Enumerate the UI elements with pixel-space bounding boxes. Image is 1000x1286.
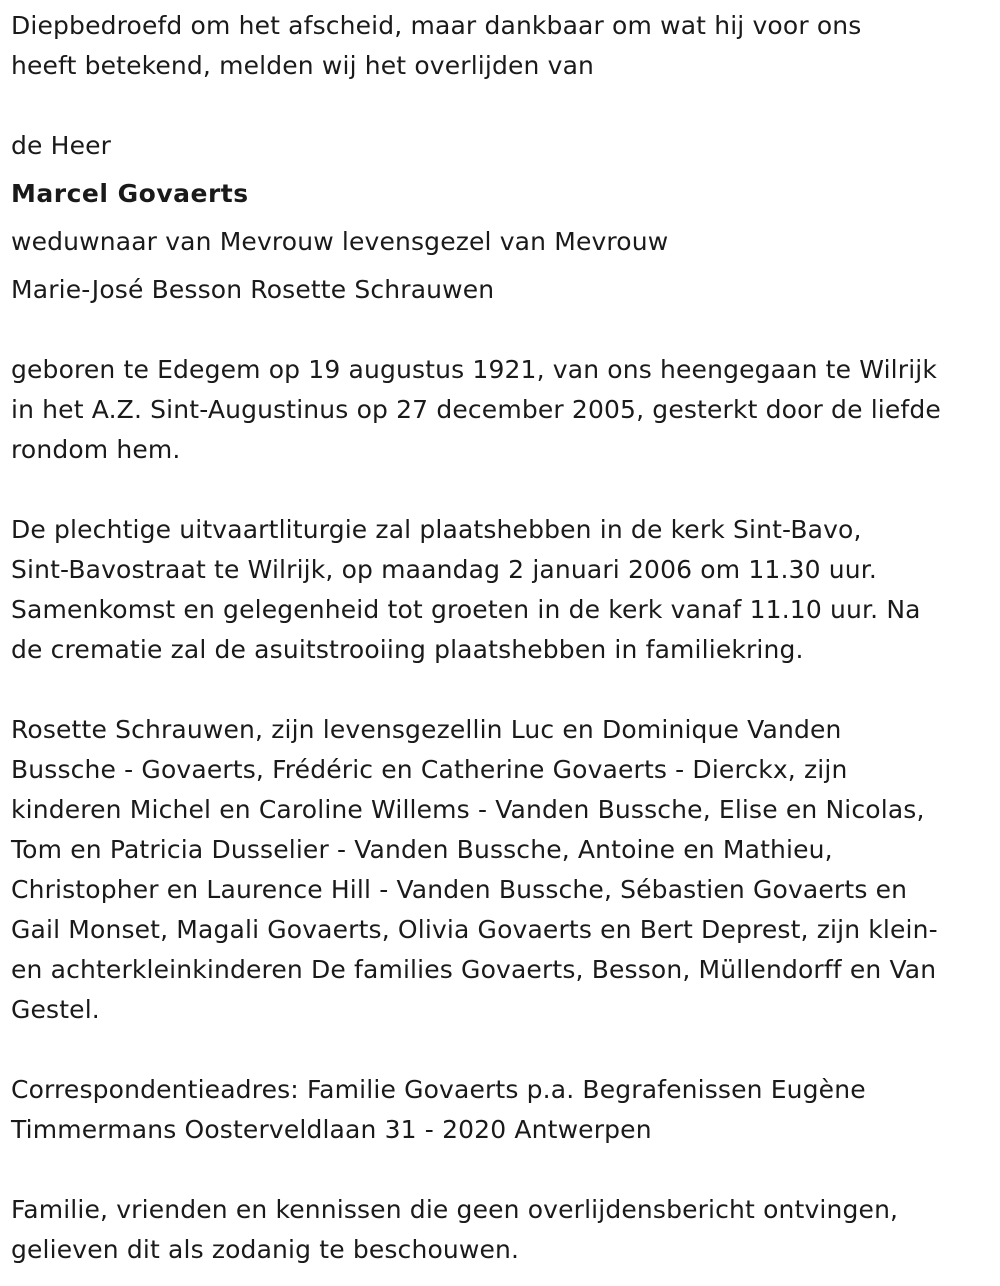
birth-line: rondom hem.	[11, 435, 181, 464]
relation-line	[11, 270, 991, 310]
family-line: Christopher en Laurence Hill - Vanden Bussche, Sébastien Govaerts en	[11, 875, 908, 904]
correspondence-line: Timmermans Oosterveldlaan 31 - 2020 Antwerpen	[11, 1115, 652, 1144]
family-line: Tom en Patricia Dusselier - Vanden Bussche, Antoine en Mathieu,	[11, 835, 833, 864]
relation-names: Marie-José Besson Rosette Schrauwen	[11, 275, 495, 304]
deceased-name-line	[11, 174, 991, 214]
family-line: Bussche - Govaerts, Frédéric en Catherine Govaerts - Dierckx, zijn	[11, 755, 848, 784]
relation-line	[11, 222, 991, 262]
title-line	[11, 126, 991, 166]
intro-line: heeft betekend, melden wij het overlijden van	[11, 51, 595, 80]
correspondence-line: Correspondentieadres: Familie Govaerts p.a. Begrafenissen Eugène	[11, 1075, 866, 1104]
honorific: de Heer	[11, 131, 112, 160]
closing-line: gelieven dit als zodanig te beschouwen.	[11, 1235, 520, 1264]
family-paragraph	[11, 710, 991, 1030]
ceremony-line: de crematie zal de asuitstrooiing plaatshebben in familiekring.	[11, 635, 804, 664]
birth-line: geboren te Edegem op 19 augustus 1921, van ons heengegaan te Wilrijk	[11, 355, 938, 384]
ceremony-paragraph	[11, 510, 991, 670]
deceased-name: Marcel Govaerts	[11, 179, 249, 208]
intro-line: Diepbedroefd om het afscheid, maar dankbaar om wat hij voor ons	[11, 11, 862, 40]
birth-line: in het A.Z. Sint-Augustinus op 27 december 2005, gesterkt door de liefde	[11, 395, 941, 424]
family-line: Gail Monset, Magali Govaerts, Olivia Govaerts en Bert Deprest, zijn klein-	[11, 915, 938, 944]
relation-text: weduwnaar van Mevrouw levensgezel van Mevrouw	[11, 227, 669, 256]
intro-paragraph	[11, 6, 991, 86]
family-line: Gestel.	[11, 995, 100, 1024]
family-line: kinderen Michel en Caroline Willems - Vanden Bussche, Elise en Nicolas,	[11, 795, 925, 824]
ceremony-line: De plechtige uitvaartliturgie zal plaatshebben in de kerk Sint-Bavo,	[11, 515, 862, 544]
ceremony-line: Samenkomst en gelegenheid tot groeten in de kerk vanaf 11.10 uur. Na	[11, 595, 921, 624]
birth-paragraph	[11, 350, 991, 470]
correspondence-paragraph	[11, 1070, 991, 1150]
family-line: en achterkleinkinderen De families Govaerts, Besson, Müllendorff en Van	[11, 955, 937, 984]
family-line: Rosette Schrauwen, zijn levensgezellin Luc en Dominique Vanden	[11, 715, 842, 744]
closing-paragraph	[11, 1190, 991, 1270]
ceremony-line: Sint-Bavostraat te Wilrijk, op maandag 2 januari 2006 om 11.30 uur.	[11, 555, 877, 584]
closing-line: Familie, vrienden en kennissen die geen overlijdensbericht ontvingen,	[11, 1195, 899, 1224]
